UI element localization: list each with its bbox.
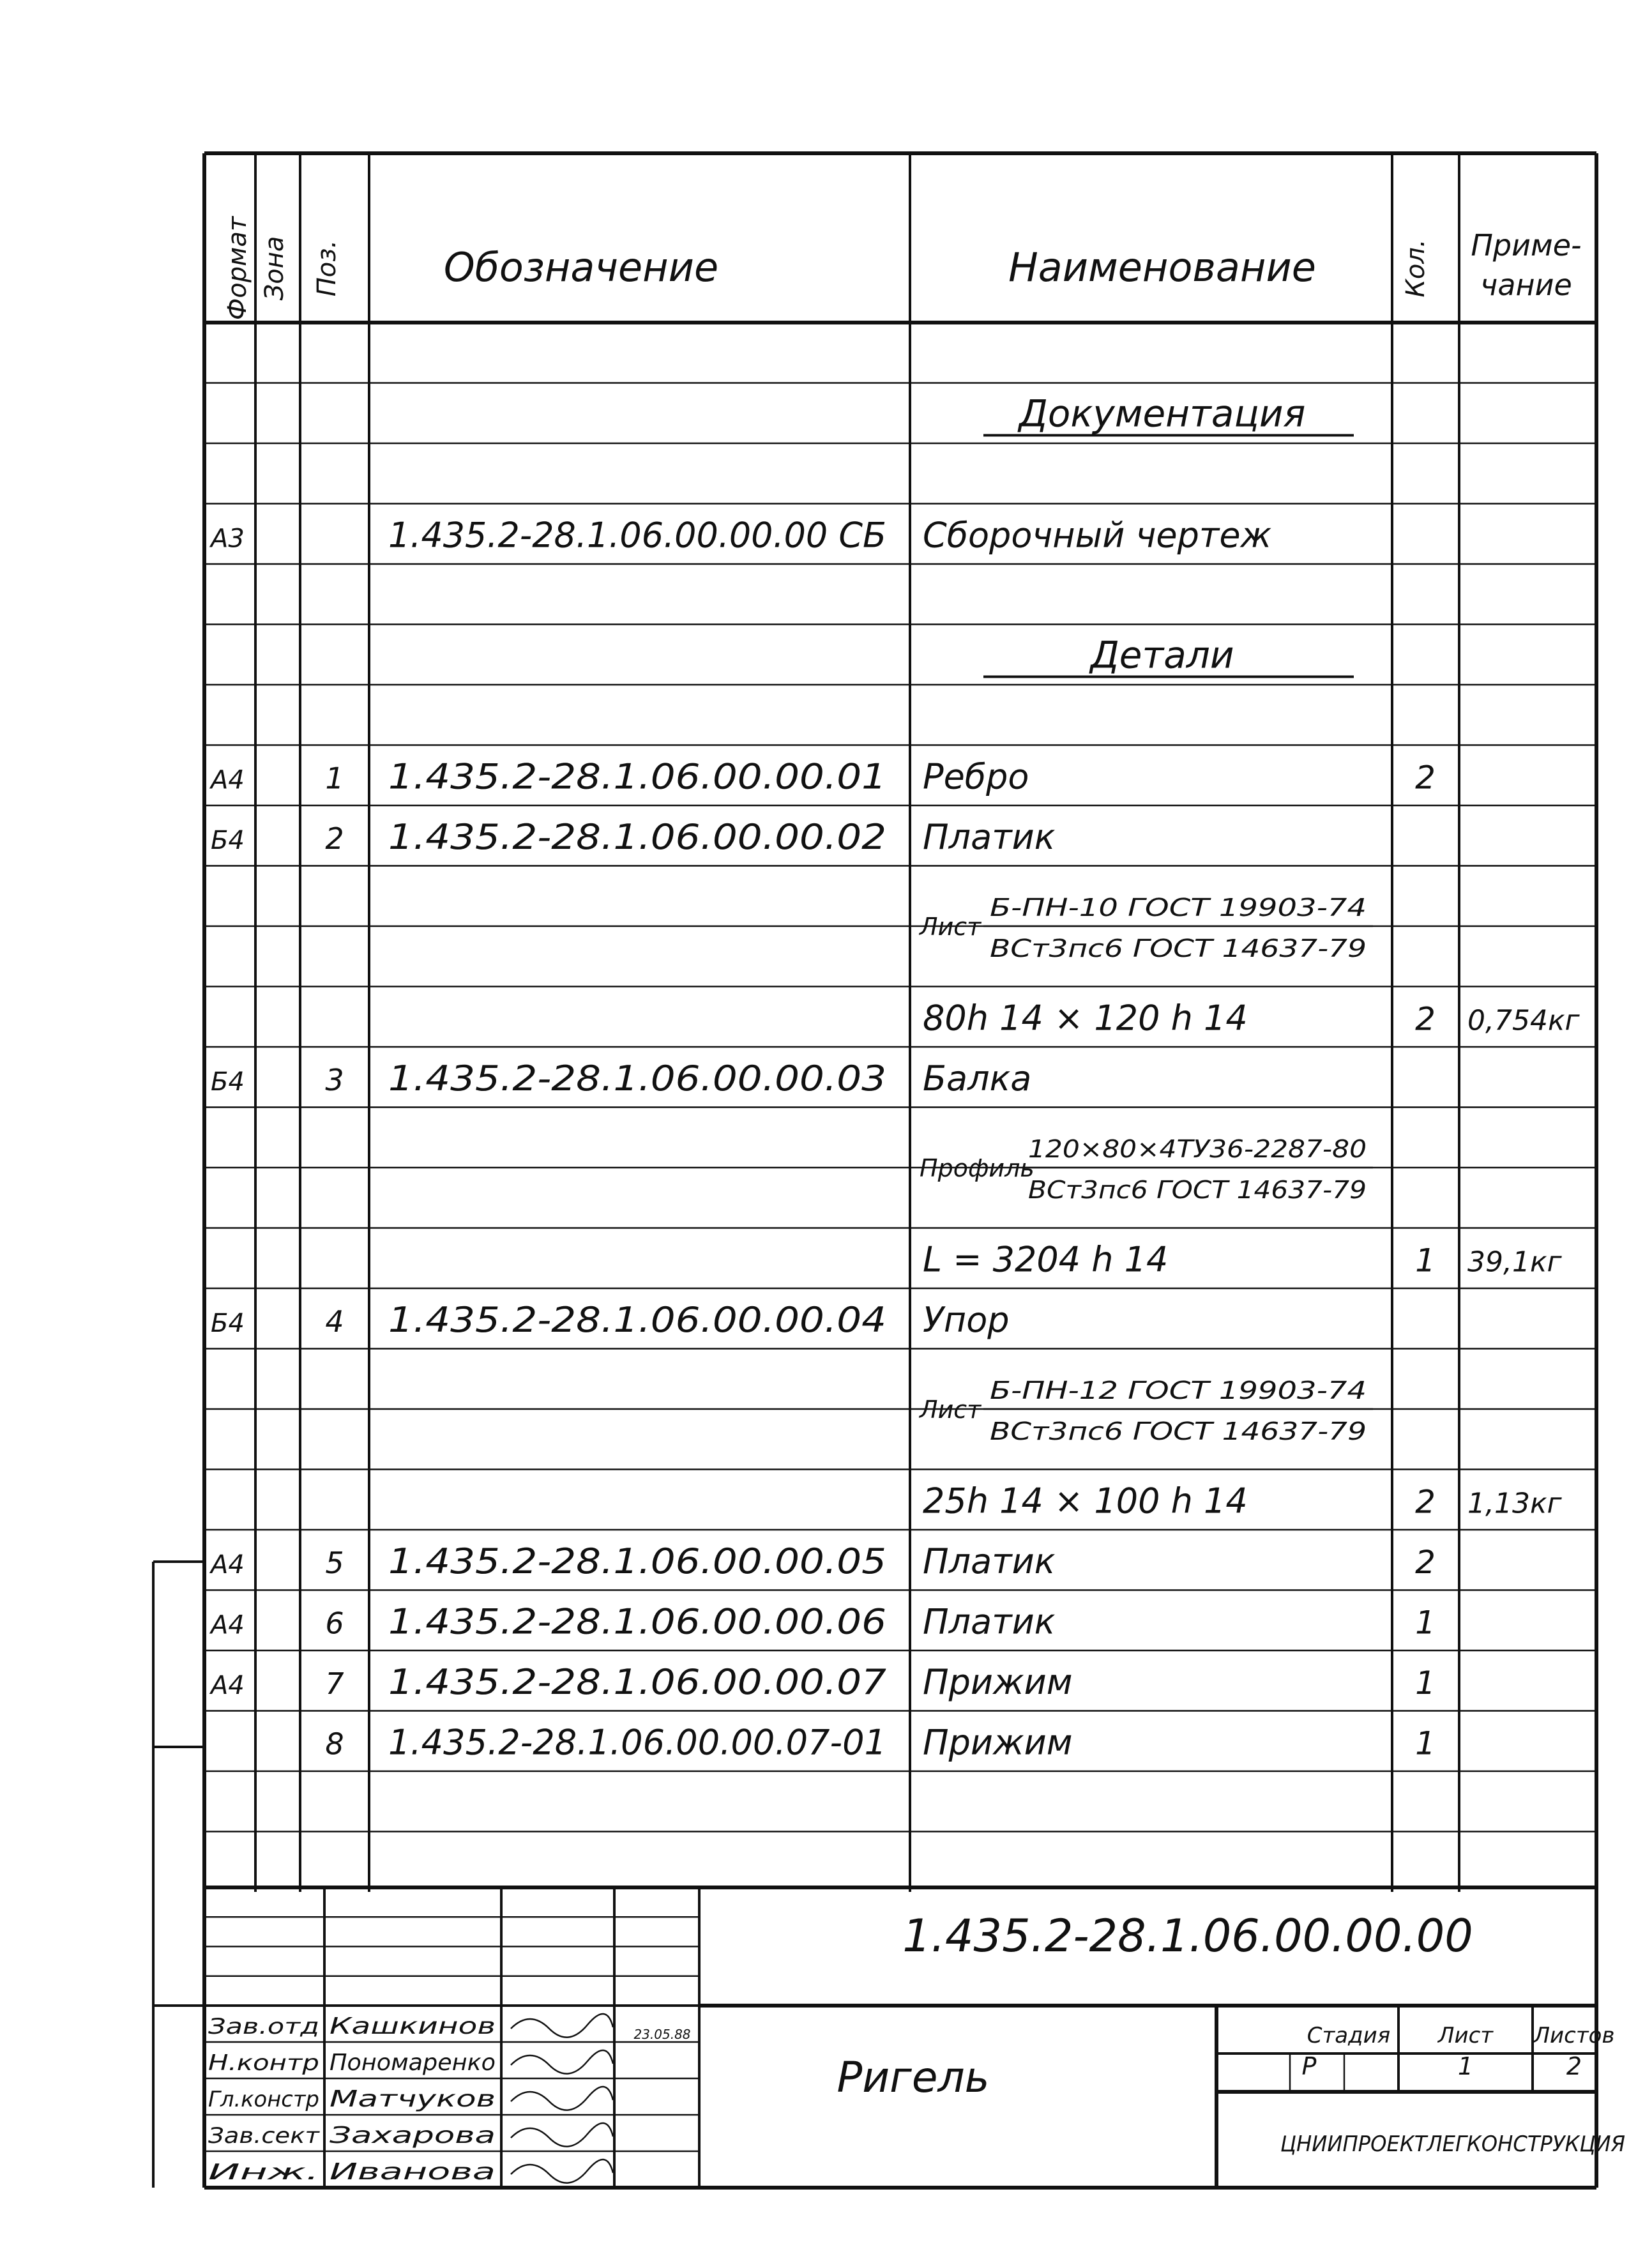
sheets-value: 2 — [1566, 2052, 1582, 2080]
signature — [511, 2087, 613, 2110]
header-pos: Поз. — [312, 240, 342, 297]
row-format: Б4 — [211, 826, 245, 856]
row-position: 5 — [325, 1546, 344, 1581]
row-format: Б4 — [211, 1067, 245, 1097]
material-spec-top: Б-ПН-12 ГОСТ 19903-74 — [990, 1376, 1367, 1405]
material-prefix: Лист — [920, 1396, 981, 1424]
signer-role: Зав.сект — [208, 2123, 321, 2149]
row-name: Ребро — [923, 756, 1029, 797]
signature — [511, 2123, 613, 2147]
signer-name: Пономаренко — [330, 2050, 496, 2076]
row-designation: 1.435.2-28.1.06.00.00.04 — [388, 1300, 886, 1341]
material-spec-top: Б-ПН-10 ГОСТ 19903-74 — [990, 894, 1367, 922]
row-name: 25h 14 × 100 h 14 — [923, 1481, 1248, 1521]
row-designation: 1.435.2-28.1.06.00.00.07 — [388, 1662, 886, 1703]
row-designation: 1.435.2-28.1.06.00.00.06 — [388, 1601, 886, 1642]
row-quantity: 2 — [1415, 759, 1436, 796]
row-designation: 1.435.2-28.1.06.00.00.03 — [388, 1058, 886, 1099]
material-entries — [918, 894, 1373, 1445]
signer-role: Гл.констр — [208, 2087, 319, 2112]
row-quantity: 1 — [1415, 1242, 1436, 1279]
row-designation: 1.435.2-28.1.06.00.00.02 — [388, 817, 886, 858]
table-row — [209, 1662, 1436, 1702]
stage-value: Р — [1301, 2052, 1317, 2080]
title-block — [208, 1910, 1625, 2185]
table-row — [209, 1541, 1436, 1581]
signer-name: Иванова — [330, 2159, 496, 2185]
row-designation: 1.435.2-28.1.06.00.00.00 СБ — [388, 515, 886, 556]
signer-role: Зав.отд — [208, 2014, 319, 2039]
row-name: Сборочный чертеж — [923, 515, 1272, 556]
row-quantity: 1 — [1415, 1665, 1436, 1702]
row-quantity: 1 — [1415, 1604, 1436, 1642]
row-position: 6 — [325, 1606, 344, 1641]
table-row — [211, 817, 1056, 857]
sheets-label: Листов — [1533, 2023, 1615, 2048]
table-row — [983, 392, 1354, 436]
material-spec-top: 120×80×4ТУ36-2287-80 — [1028, 1135, 1367, 1163]
material-prefix: Лист — [920, 913, 981, 941]
row-quantity: 1 — [1415, 1725, 1436, 1762]
row-name: Балка — [923, 1058, 1032, 1099]
row-quantity: 2 — [1415, 1000, 1436, 1038]
row-position: 4 — [325, 1304, 344, 1339]
row-format: А4 — [211, 765, 245, 795]
row-designation: 1.435.2-28.1.06.00.00.01 — [388, 756, 886, 797]
row-format: А3 — [211, 524, 245, 554]
signer-row — [208, 2159, 613, 2185]
header-note-line2: чание — [1480, 268, 1572, 302]
table-row — [923, 1240, 1563, 1280]
row-name: 80h 14 × 120 h 14 — [923, 998, 1248, 1039]
header-name: Наименование — [1008, 244, 1316, 291]
row-name: Платик — [923, 1601, 1056, 1642]
table-row — [983, 634, 1354, 677]
organization: ЦНИИПРОЕКТЛЕГКОНСТРУКЦИЯ — [1280, 2131, 1625, 2157]
table-row — [211, 1300, 1010, 1340]
sheet-label: Лист — [1437, 2023, 1494, 2048]
row-quantity: 2 — [1415, 1483, 1436, 1521]
product-name: Ригель — [837, 2053, 990, 2102]
sheet-value: 1 — [1457, 2052, 1474, 2080]
spec-rows — [209, 392, 1580, 1763]
material-spec-bottom: ВСт3пс6 ГОСТ 14637-79 — [1028, 1176, 1367, 1204]
header-format: Формат — [223, 216, 252, 321]
row-position: 3 — [325, 1063, 344, 1098]
signature — [511, 2014, 613, 2038]
row-designation: 1.435.2-28.1.06.00.00.07-01 — [388, 1722, 886, 1763]
material-prefix: Профиль — [920, 1154, 1034, 1182]
row-name: Прижим — [923, 1662, 1073, 1703]
material-entry — [918, 894, 1373, 963]
signer-name: Матчуков — [330, 2086, 496, 2112]
row-format: А4 — [211, 1610, 245, 1640]
row-note: 39,1кг — [1467, 1246, 1562, 1279]
row-name: Платик — [923, 1541, 1056, 1582]
table-row — [211, 1058, 1031, 1099]
row-name: Прижим — [923, 1722, 1073, 1763]
row-designation: 1.435.2-28.1.06.00.00.05 — [388, 1541, 886, 1582]
signature — [511, 2160, 613, 2183]
row-name: Упор — [923, 1300, 1010, 1341]
table-header — [223, 215, 1582, 320]
row-quantity: 2 — [1415, 1544, 1436, 1581]
signer-row — [208, 2122, 613, 2149]
material-entry — [920, 1135, 1373, 1204]
row-format: А4 — [211, 1550, 245, 1580]
table-row — [209, 757, 1436, 797]
row-format: А4 — [211, 1671, 245, 1701]
signer-row — [208, 2086, 613, 2112]
table-row — [325, 1723, 1436, 1763]
header-qty: Кол. — [1401, 239, 1430, 298]
header-designation: Обозначение — [443, 244, 719, 291]
table-row — [923, 1481, 1563, 1521]
row-note: 0,754кг — [1467, 1004, 1580, 1037]
doc-number: 1.435.2-28.1.06.00.00.00 — [902, 1910, 1473, 1962]
signer-name: Захарова — [330, 2122, 496, 2149]
signers-list — [208, 2013, 613, 2185]
header-zone: Зона — [260, 236, 289, 301]
section-heading: Детали — [1090, 633, 1234, 677]
table-row — [923, 998, 1580, 1039]
signer-role: Инж. — [208, 2160, 319, 2185]
material-spec-bottom: ВСт3пс6 ГОСТ 14637-79 — [990, 1417, 1367, 1445]
header-note-line1: Приме- — [1471, 228, 1582, 263]
signer-role: Н.контр — [208, 2050, 319, 2076]
row-position: 8 — [325, 1726, 344, 1762]
approval-date: 23.05.88 — [633, 2027, 691, 2042]
stage-label: Стадия — [1307, 2023, 1391, 2048]
section-heading: Документация — [1019, 392, 1306, 436]
table-grid — [153, 153, 1596, 2188]
row-note: 1,13кг — [1467, 1487, 1562, 1520]
row-position: 1 — [325, 761, 344, 796]
row-name: Платик — [923, 817, 1056, 858]
material-spec-bottom: ВСт3пс6 ГОСТ 14637-79 — [990, 934, 1367, 963]
row-format: Б4 — [211, 1309, 245, 1339]
row-position: 2 — [325, 821, 344, 857]
material-entry — [918, 1376, 1373, 1445]
row-name: L = 3204 h 14 — [923, 1239, 1169, 1280]
signer-name: Кашкинов — [330, 2013, 496, 2039]
signature — [511, 2050, 613, 2074]
signer-row — [208, 2050, 613, 2076]
table-row — [209, 1602, 1436, 1642]
signer-row — [208, 2013, 613, 2039]
row-position: 7 — [325, 1666, 344, 1702]
